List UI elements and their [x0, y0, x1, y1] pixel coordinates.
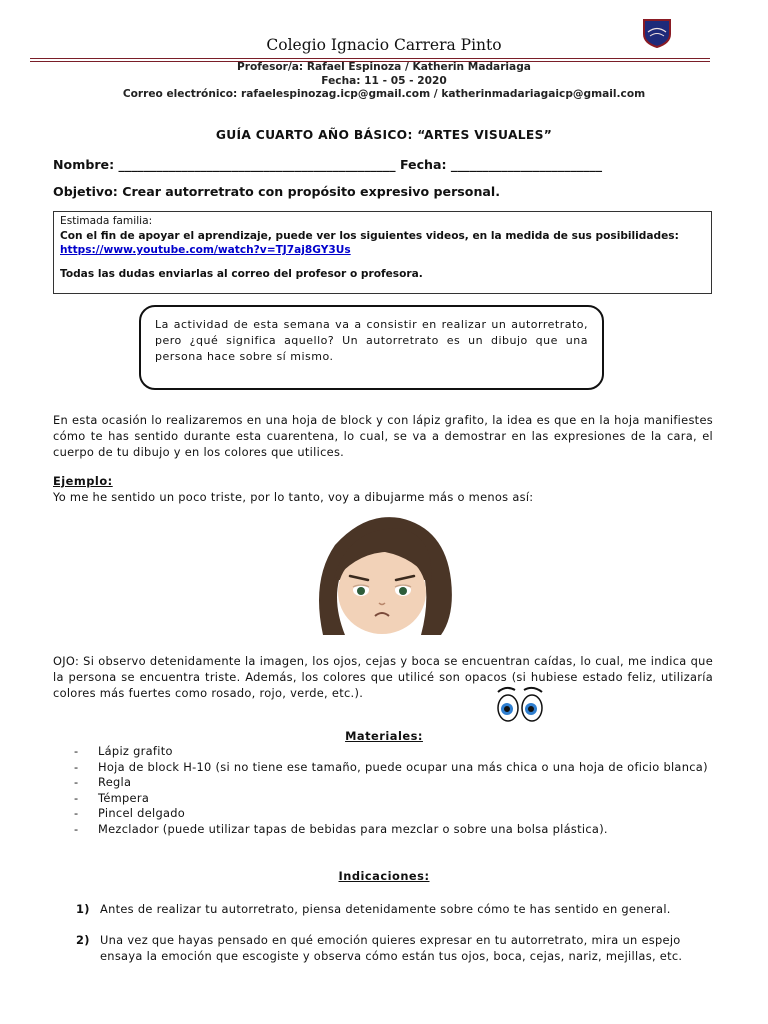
school-name: Colegio Ignacio Carrera Pinto [266, 36, 502, 54]
list-item: - Hoja de block H-10 (si no tiene ese tamaño, puede ocupar una más chica o una hoja de oficio blanca) [74, 759, 708, 774]
video-link[interactable]: https://www.youtube.com/watch?v=TJ7aj8GY3Us [60, 244, 351, 256]
guide-title: GUÍA CUARTO AÑO BÁSICO: “ARTES VISUALES” [215, 128, 553, 142]
intro-callout-box: La actividad de esta semana va a consistir en realizar un autorretrato, pero ¿qué significa aquello? Un autorretrato es un dibujo que una persona hace sobre sí mismo. [139, 305, 604, 390]
header-rule [30, 58, 710, 59]
email-line: Correo electrónico: rafaelespinozag.icp@gmail.com / katherinmadariagaicp@gmail.com [122, 88, 646, 100]
notice-line-2: Todas las dudas enviarlas al correo del profesor o profesora. [60, 267, 423, 280]
notice-line-1: Con el fin de apoyar el aprendizaje, puede ver los siguientes videos, en la medida de sus posibilidades: [60, 229, 679, 242]
school-crest-logo [641, 17, 673, 49]
list-item: - Pincel delgado [74, 806, 186, 820]
intro-paragraph: En esta ocasión lo realizaremos en una hoja de block y con lápiz grafito, la idea es que en la hoja manifiestes cómo te has sentido durante esta cuarentena, lo cual, se va a demostrar en las expresiones de la cara, el cuerpo de tu dibujo y en los colores que utilices. [53, 413, 713, 459]
step-number: 2) [76, 933, 90, 947]
list-item: - Témpera [74, 790, 150, 805]
example-text: Yo me he sentido un poco triste, por lo tanto, voy a dibujarme más o menos así: [53, 490, 534, 504]
step-text: Antes de realizar tu autorretrato, piensa detenidamente sobre cómo te has sentido en general. [100, 902, 671, 916]
date-line: Fecha: 11 - 05 - 2020 [321, 75, 447, 87]
eyes-icon [494, 684, 546, 724]
step-number: 1) [76, 902, 90, 916]
objective: Objetivo: Crear autorretrato con propósito expresivo personal. [53, 184, 501, 199]
instruction-step [76, 901, 716, 917]
teacher-line: Profesor/a: Rafael Espinoza / Katherin Madariaga [237, 61, 531, 73]
sad-face-illustration [305, 510, 458, 640]
example-label: Ejemplo: [53, 474, 113, 488]
ojo-paragraph: OJO: Si observo detenidamente la imagen, los ojos, cejas y boca se encuentran caídas, lo cual, me indica que la persona se encuentra triste. Además, los colores que utilicé son opacos (si hubiese estado feliz, utilizaría colores más fuertes como rosado, rojo, verde, etc.). [53, 654, 713, 700]
list-item: - Lápiz grafito [74, 744, 173, 758]
name-date-line: Nombre: ____________________________________________ Fecha: ________________________ [53, 157, 603, 172]
list-item: - Mezclador (puede utilizar tapas de bebidas para mezclar o sobre una bolsa plástica). [74, 821, 608, 836]
materials-title: Materiales: [345, 729, 423, 743]
instructions-title: Indicaciones: [338, 869, 430, 883]
instruction-step [76, 932, 716, 964]
materials-list [74, 744, 724, 837]
step-text: Una vez que hayas pensado en qué emoción quieres expresar en tu autorretrato, mira un espejo ensaya la emoción que escogiste y observa cómo están tus ojos, boca, cejas, nariz, mejillas, etc. [100, 933, 683, 963]
family-notice-box [53, 211, 712, 294]
notice-greeting: Estimada familia: [60, 215, 153, 227]
list-item: - Regla [74, 775, 132, 789]
